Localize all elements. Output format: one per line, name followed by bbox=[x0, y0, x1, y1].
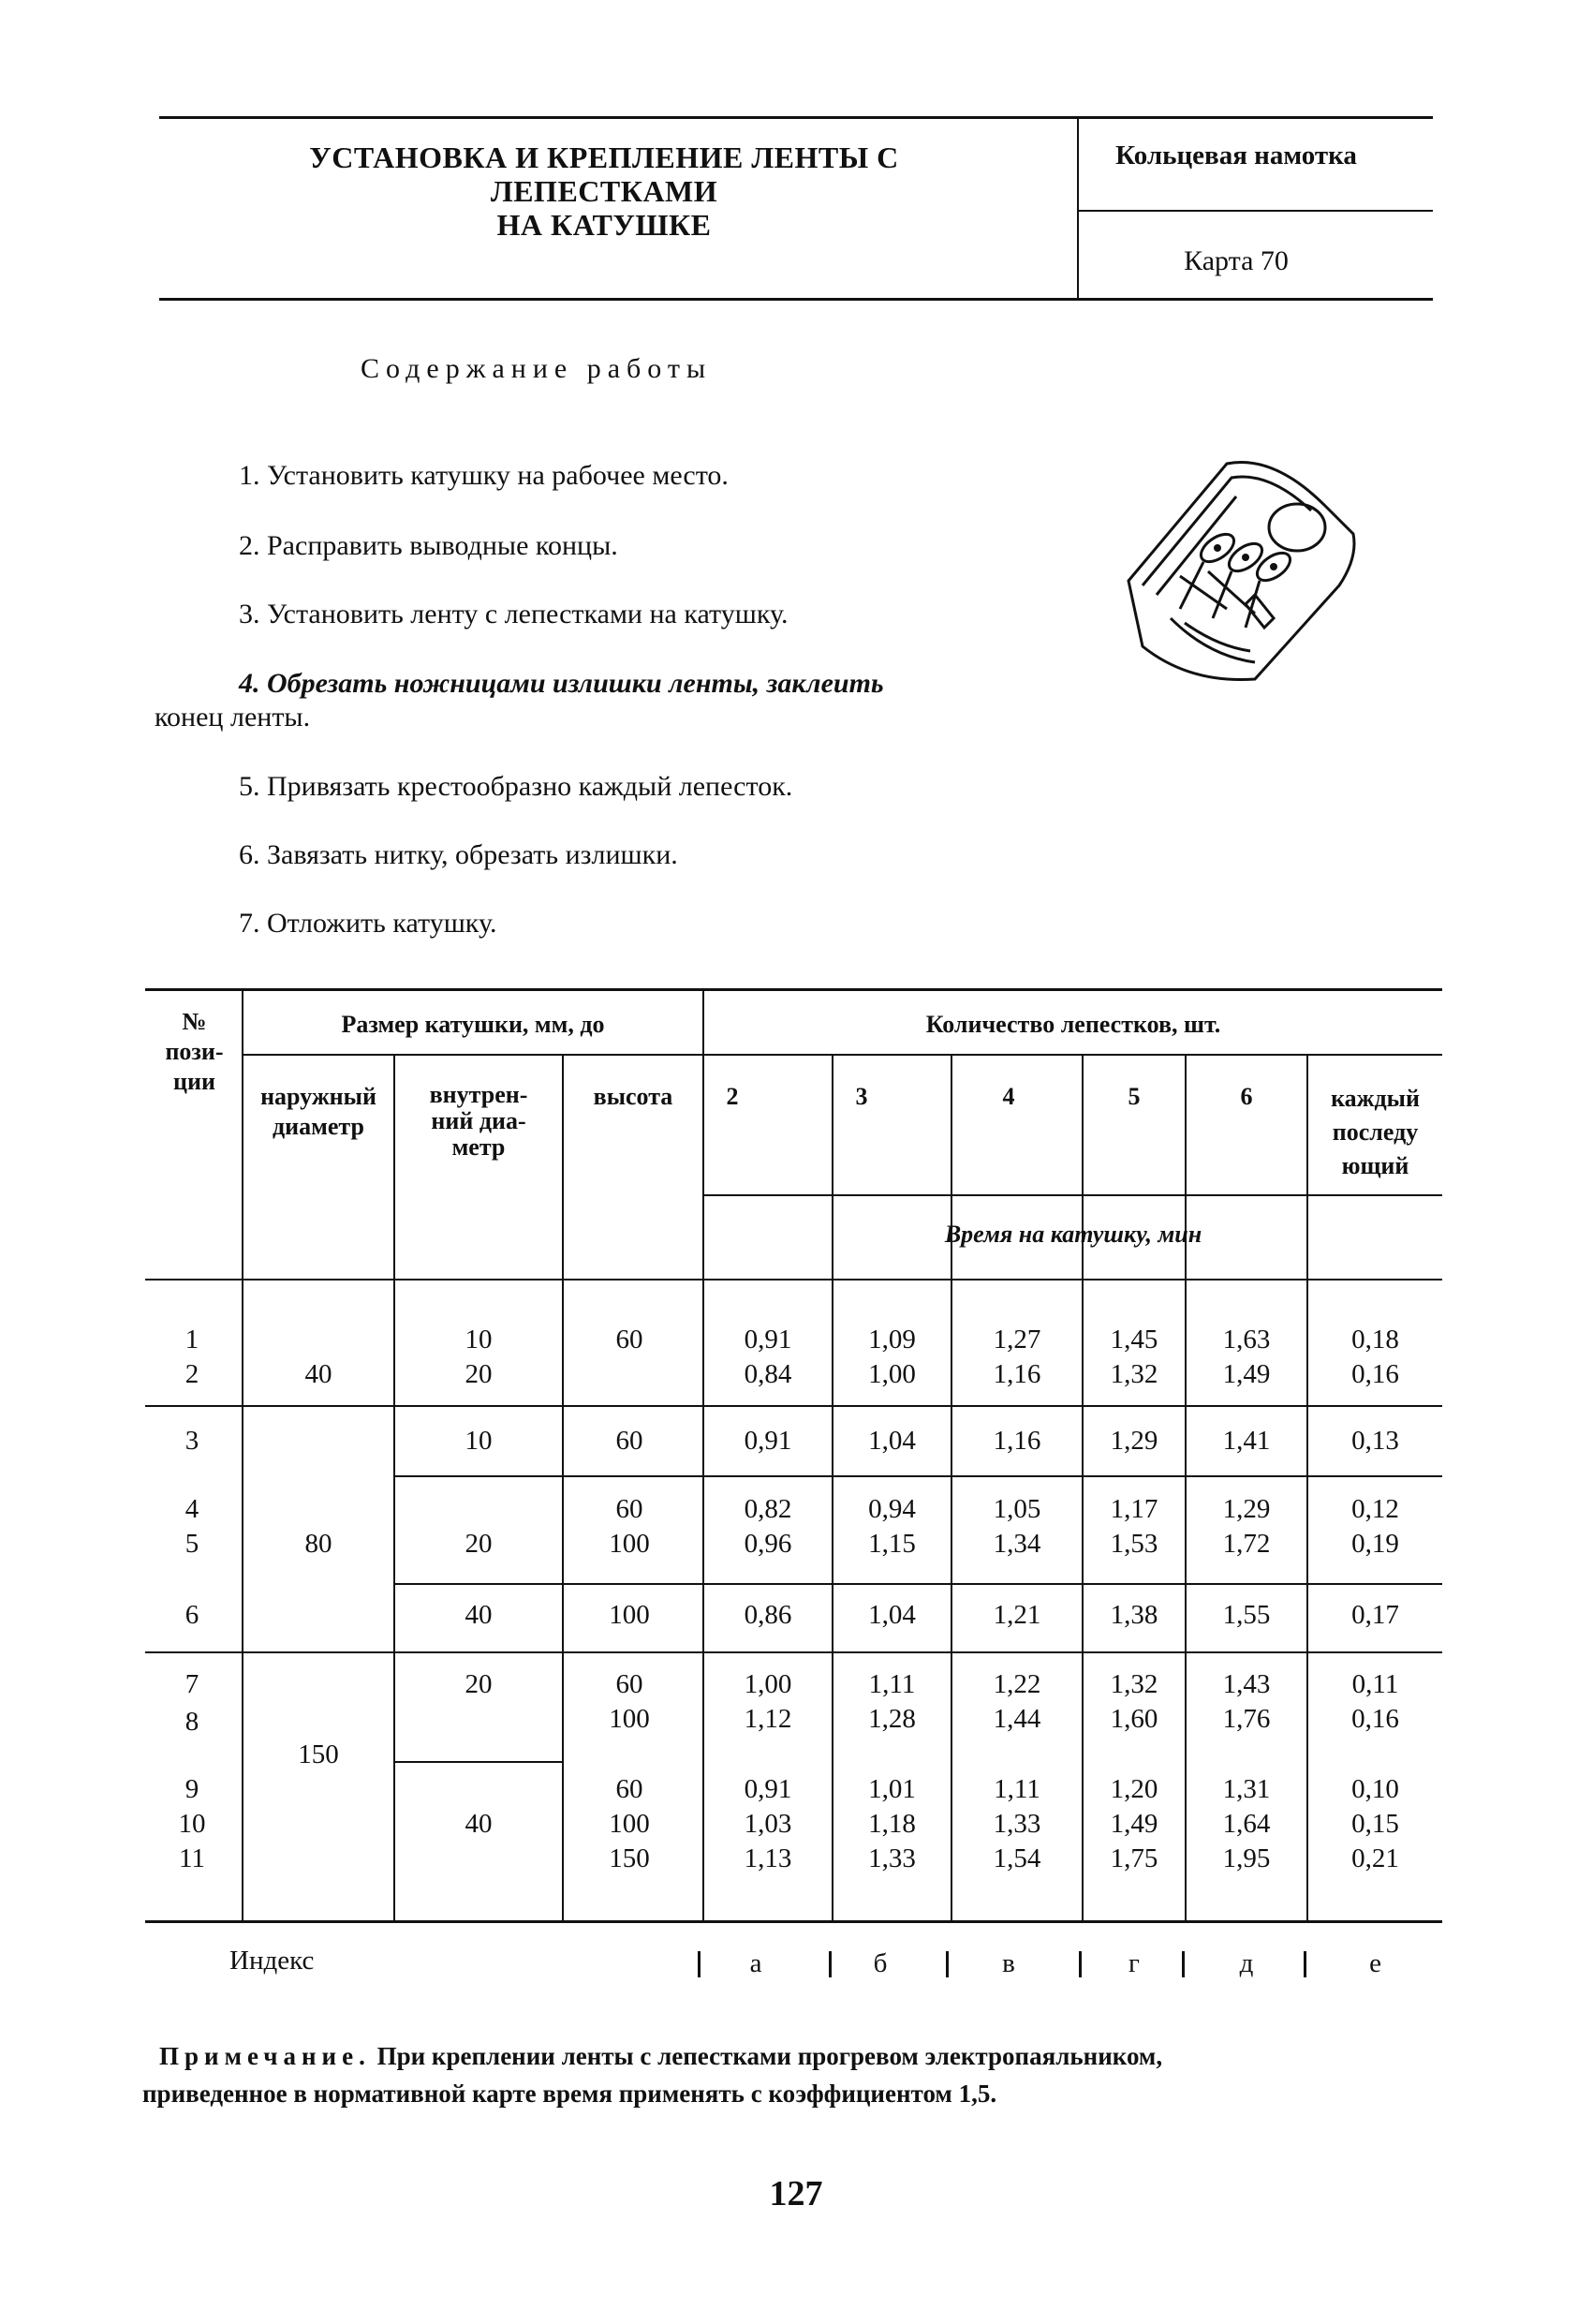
time-cell-r4-c3: 1,05 bbox=[993, 1494, 1041, 1524]
index-tick bbox=[1079, 1951, 1082, 1977]
time-cell-r8-c2: 1,28 bbox=[868, 1704, 916, 1734]
time-cell-r3-c1: 0,91 bbox=[744, 1426, 792, 1456]
step-4-continuation: конец ленты. bbox=[155, 702, 311, 733]
time-cell-r5-c5: 1,72 bbox=[1222, 1529, 1271, 1559]
time-cell-r3-c6: 0,13 bbox=[1351, 1426, 1399, 1456]
outer-diameter-80: 80 bbox=[304, 1529, 332, 1559]
time-cell-r1-c3: 1,27 bbox=[993, 1325, 1041, 1354]
card-number: Карта 70 bbox=[1184, 245, 1289, 276]
section-heading: Содержание работы bbox=[361, 353, 713, 384]
time-cell-r7-c6: 0,11 bbox=[1351, 1669, 1399, 1699]
height-value: 100 bbox=[609, 1600, 650, 1630]
time-cell-r11-c5: 1,95 bbox=[1222, 1843, 1271, 1873]
header-position-2: пози- bbox=[165, 1038, 224, 1065]
inner-diameter: 10 bbox=[465, 1325, 493, 1354]
time-cell-r2-c1: 0,84 bbox=[744, 1359, 792, 1389]
inner-diameter: 40 bbox=[465, 1600, 493, 1630]
index-tick bbox=[698, 1951, 701, 1977]
header-time-label: Время на катушку, мин bbox=[944, 1221, 1202, 1248]
time-cell-r4-c1: 0,82 bbox=[744, 1494, 792, 1524]
time-cell-r9-c5: 1,31 bbox=[1222, 1774, 1271, 1804]
time-cell-r8-c3: 1,44 bbox=[993, 1704, 1041, 1734]
col-rule-position bbox=[242, 988, 243, 1920]
index-d: д bbox=[1239, 1948, 1254, 1978]
height-value: 150 bbox=[609, 1843, 650, 1873]
time-cell-r2-c4: 1,32 bbox=[1110, 1359, 1158, 1389]
header-top-rule bbox=[159, 116, 1433, 119]
header-outer-2: диаметр bbox=[273, 1113, 364, 1140]
time-cell-r4-c6: 0,12 bbox=[1351, 1494, 1399, 1524]
time-cell-r6-c2: 1,04 bbox=[868, 1600, 916, 1630]
header-count-3: 3 bbox=[855, 1083, 868, 1110]
header-size-group: Размер катушки, мм, до bbox=[341, 1011, 605, 1038]
height-value: 60 bbox=[615, 1669, 643, 1699]
note-text-2: приведенное в нормативной карте время применять с коэффициентом 1,5. bbox=[142, 2080, 997, 2108]
time-cell-r6-c4: 1,38 bbox=[1110, 1600, 1158, 1630]
height-value: 60 bbox=[615, 1494, 643, 1524]
time-cell-r9-c6: 0,10 bbox=[1351, 1774, 1399, 1804]
time-cell-r10-c3: 1,33 bbox=[993, 1809, 1041, 1839]
step-7: 7. Отложить катушку. bbox=[239, 908, 497, 939]
index-tick bbox=[946, 1951, 949, 1977]
header-bottom-rule-table bbox=[145, 1279, 1442, 1280]
count-group-rule bbox=[702, 1054, 1442, 1056]
coil-illustration bbox=[1114, 454, 1367, 693]
inner-diameter: 40 bbox=[465, 1809, 493, 1839]
header-outer-diameter bbox=[245, 1082, 391, 1142]
time-cell-r6-c3: 1,21 bbox=[993, 1600, 1041, 1630]
time-cell-r1-c5: 1,63 bbox=[1222, 1325, 1271, 1354]
header-count-2: 2 bbox=[726, 1083, 739, 1110]
index-label: Индекс bbox=[229, 1946, 315, 1976]
note bbox=[142, 2037, 1452, 2112]
position-8: 8 bbox=[184, 1707, 199, 1737]
header-bottom-rule bbox=[159, 298, 1433, 301]
header-each-next bbox=[1308, 1082, 1442, 1183]
position-3: 3 bbox=[184, 1426, 199, 1456]
header-count-group: Количество лепестков, шт. bbox=[925, 1011, 1221, 1038]
position-11: 11 bbox=[179, 1843, 205, 1873]
header-each-2: последу bbox=[1332, 1118, 1419, 1146]
time-cell-r8-c1: 1,12 bbox=[744, 1704, 792, 1734]
header-outer-1: наружный bbox=[260, 1083, 376, 1110]
time-cell-r8-c4: 1,60 bbox=[1110, 1704, 1158, 1734]
position-4: 4 bbox=[184, 1494, 199, 1524]
time-cell-r5-c1: 0,96 bbox=[744, 1529, 792, 1559]
time-cell-r3-c4: 1,29 bbox=[1110, 1426, 1158, 1456]
time-cell-r7-c2: 1,11 bbox=[868, 1669, 916, 1699]
time-label-rule bbox=[702, 1194, 1442, 1196]
time-cell-r2-c2: 1,00 bbox=[868, 1359, 916, 1389]
step-1: 1. Установить катушку на рабочее место. bbox=[239, 460, 729, 491]
position-2: 2 bbox=[184, 1359, 199, 1389]
index-tick bbox=[829, 1951, 832, 1977]
row3-rule bbox=[393, 1475, 1442, 1477]
time-cell-r9-c1: 0,91 bbox=[744, 1774, 792, 1804]
row6-rule bbox=[393, 1583, 1442, 1585]
time-cell-r10-c6: 0,15 bbox=[1351, 1809, 1399, 1839]
height-value: 100 bbox=[609, 1809, 650, 1839]
index-g: г bbox=[1128, 1948, 1140, 1978]
outer-diameter-40: 40 bbox=[304, 1359, 332, 1389]
time-cell-r11-c2: 1,33 bbox=[868, 1843, 916, 1873]
time-cell-r7-c1: 1,00 bbox=[744, 1669, 792, 1699]
page-number: 127 bbox=[769, 2174, 823, 2213]
header-position bbox=[150, 1007, 239, 1097]
winding-type: Кольцевая намотка bbox=[1115, 141, 1357, 170]
header-each-1: каждый bbox=[1331, 1085, 1420, 1112]
group1-bottom-rule bbox=[145, 1405, 1442, 1407]
time-cell-r11-c3: 1,54 bbox=[993, 1843, 1041, 1873]
height-value: 100 bbox=[609, 1529, 650, 1559]
time-cell-r6-c5: 1,55 bbox=[1222, 1600, 1271, 1630]
time-cell-r5-c6: 0,19 bbox=[1351, 1529, 1399, 1559]
col-rule-outer bbox=[393, 1054, 395, 1920]
position-7: 7 bbox=[184, 1669, 199, 1699]
title-line-2: НА КАТУШКЕ bbox=[496, 208, 712, 242]
time-cell-r1-c4: 1,45 bbox=[1110, 1325, 1158, 1354]
time-cell-r11-c1: 1,13 bbox=[744, 1843, 792, 1873]
time-cell-r4-c5: 1,29 bbox=[1222, 1494, 1271, 1524]
header-inner-3: метр bbox=[451, 1133, 506, 1161]
title-line-1: УСТАНОВКА И КРЕПЛЕНИЕ ЛЕНТЫ С ЛЕПЕСТКАМИ bbox=[309, 141, 899, 208]
time-cell-r5-c2: 1,15 bbox=[868, 1529, 916, 1559]
document-title bbox=[215, 141, 993, 242]
note-label: Примечание. bbox=[159, 2042, 371, 2070]
header-position-3: ции bbox=[173, 1068, 215, 1095]
time-cell-r11-c6: 0,21 bbox=[1351, 1843, 1399, 1873]
time-cell-r6-c1: 0,86 bbox=[744, 1600, 792, 1630]
header-each-3: ющий bbox=[1341, 1152, 1409, 1179]
index-e: е bbox=[1369, 1948, 1381, 1978]
inner-diameter: 20 bbox=[465, 1529, 493, 1559]
table-bottom-rule bbox=[145, 1920, 1442, 1923]
header-count-6: 6 bbox=[1240, 1083, 1253, 1110]
time-cell-r10-c2: 1,18 bbox=[868, 1809, 916, 1839]
group2-bottom-rule bbox=[145, 1651, 1442, 1653]
time-cell-r3-c2: 1,04 bbox=[868, 1426, 916, 1456]
time-cell-r1-c2: 1,09 bbox=[868, 1325, 916, 1354]
step-3: 3. Установить ленту с лепестками на катушку. bbox=[239, 599, 789, 629]
time-cell-r7-c5: 1,43 bbox=[1222, 1669, 1271, 1699]
header-count-4: 4 bbox=[1002, 1083, 1015, 1110]
size-group-rule bbox=[243, 1054, 702, 1056]
header-right-rule bbox=[1077, 210, 1433, 212]
position-6: 6 bbox=[184, 1600, 199, 1630]
outer-diameter-150: 150 bbox=[298, 1739, 339, 1769]
header-count-5: 5 bbox=[1128, 1083, 1141, 1110]
position-10: 10 bbox=[178, 1809, 206, 1839]
time-cell-r9-c4: 1,20 bbox=[1110, 1774, 1158, 1804]
header-inner-1: внутрен- bbox=[429, 1081, 528, 1108]
position-9: 9 bbox=[184, 1774, 199, 1804]
time-cell-r1-c1: 0,91 bbox=[744, 1325, 792, 1354]
height-value: 60 bbox=[615, 1325, 643, 1354]
time-cell-r3-c5: 1,41 bbox=[1222, 1426, 1271, 1456]
time-cell-r7-c4: 1,32 bbox=[1110, 1669, 1158, 1699]
header-position-1: № bbox=[182, 1008, 207, 1035]
height-value: 100 bbox=[609, 1704, 650, 1734]
note-text-1: При креплении ленты с лепестками прогревом электропаяльником, bbox=[376, 2042, 1163, 2070]
time-cell-r4-c4: 1,17 bbox=[1110, 1494, 1158, 1524]
table-top-rule bbox=[145, 988, 1442, 991]
time-cell-r8-c5: 1,76 bbox=[1222, 1704, 1271, 1734]
inner-diameter: 20 bbox=[465, 1669, 493, 1699]
position-1: 1 bbox=[184, 1325, 199, 1354]
height-value: 60 bbox=[615, 1426, 643, 1456]
time-cell-r2-c5: 1,49 bbox=[1222, 1359, 1271, 1389]
header-inner-diameter bbox=[395, 1082, 562, 1161]
index-v: в bbox=[1002, 1948, 1015, 1978]
inner40-rule bbox=[393, 1761, 562, 1763]
time-cell-r2-c3: 1,16 bbox=[993, 1359, 1041, 1389]
height-value: 60 bbox=[615, 1774, 643, 1804]
time-cell-r5-c3: 1,34 bbox=[993, 1529, 1041, 1559]
inner-diameter: 10 bbox=[465, 1426, 493, 1456]
step-2: 2. Расправить выводные концы. bbox=[239, 530, 618, 561]
time-cell-r10-c4: 1,49 bbox=[1110, 1809, 1158, 1839]
time-cell-r11-c4: 1,75 bbox=[1110, 1843, 1158, 1873]
inner-diameter: 20 bbox=[465, 1359, 493, 1389]
header-height: высота bbox=[593, 1083, 673, 1110]
time-cell-r6-c6: 0,17 bbox=[1351, 1600, 1399, 1630]
time-cell-r9-c3: 1,11 bbox=[994, 1774, 1040, 1804]
time-cell-r4-c2: 0,94 bbox=[868, 1494, 916, 1524]
time-cell-r10-c5: 1,64 bbox=[1222, 1809, 1271, 1839]
time-cell-r7-c3: 1,22 bbox=[993, 1669, 1041, 1699]
time-cell-r8-c6: 0,16 bbox=[1351, 1704, 1399, 1734]
step-6: 6. Завязать нитку, обрезать излишки. bbox=[239, 839, 678, 870]
step-5: 5. Привязать крестообразно каждый лепесток. bbox=[239, 771, 793, 802]
time-cell-r2-c6: 0,16 bbox=[1351, 1359, 1399, 1389]
header-inner-2: ний диа- bbox=[431, 1107, 526, 1134]
index-a: а bbox=[749, 1948, 762, 1978]
time-cell-r10-c1: 1,03 bbox=[744, 1809, 792, 1839]
time-cell-r1-c6: 0,18 bbox=[1351, 1325, 1399, 1354]
time-cell-r5-c4: 1,53 bbox=[1110, 1529, 1158, 1559]
time-cell-r3-c3: 1,16 bbox=[993, 1426, 1041, 1456]
step-4: 4. Обрезать ножницами излишки ленты, заклеить bbox=[239, 668, 884, 699]
time-cell-r9-c2: 1,01 bbox=[868, 1774, 916, 1804]
position-5: 5 bbox=[184, 1529, 199, 1559]
index-b: б bbox=[873, 1948, 888, 1978]
